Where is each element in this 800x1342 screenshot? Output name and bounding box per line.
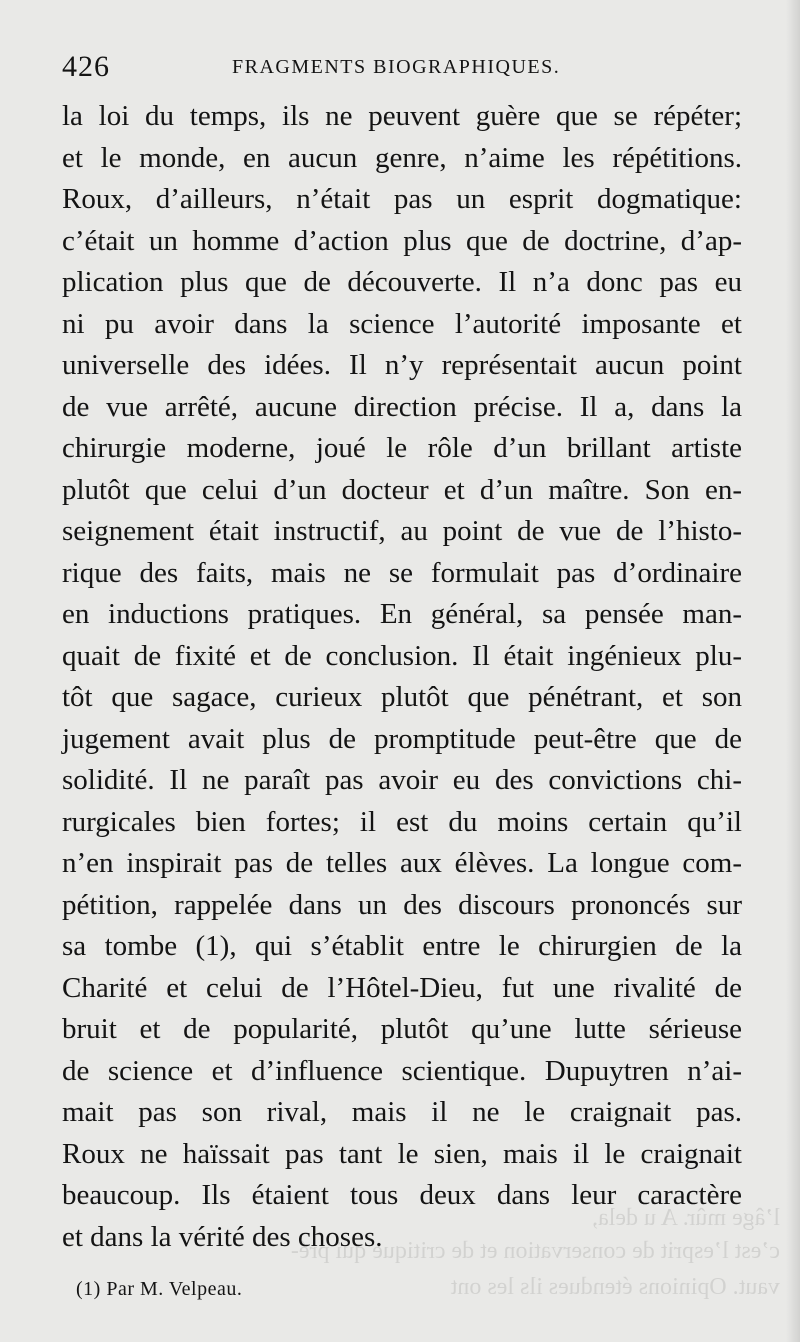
- text-line: de vue arrêté, aucune direction précise. Il a, dans la: [62, 390, 742, 423]
- text-line: universelle des idées. Il n’y représentait aucun point: [62, 349, 742, 381]
- text-line: quait de fixité et de conclusion. Il était ingénieux plu-: [62, 639, 742, 672]
- body-text: [62, 96, 742, 1258]
- text-line: pétition, rappelée dans un des discours prononcés sur: [62, 888, 742, 921]
- text-line: beaucoup. Ils étaient tous deux dans leur caractère: [62, 1179, 742, 1211]
- text-line: ni pu avoir dans la science l’autorité imposante et: [62, 307, 742, 340]
- text-line: la loi du temps, ils ne peuvent guère que se répéter;: [62, 100, 742, 132]
- text-line: rique des faits, mais ne se formulait pas d’ordinaire: [62, 556, 742, 589]
- text-line: mait pas son rival, mais il ne le craignait pas.: [62, 1096, 742, 1128]
- bleed-through-text: vaut. Opinions étendues ils les ont: [450, 1274, 780, 1300]
- text-line: Charité et celui de l’Hôtel-Dieu, fut une rivalité de: [62, 971, 742, 1004]
- text-line: bruit et de popularité, plutôt qu’une lutte sérieuse: [62, 1013, 742, 1045]
- text-line: c’était un homme d’action plus que de doctrine, d’ap-: [62, 224, 742, 257]
- text-line: Roux, d’ailleurs, n’était pas un esprit dogmatique:: [62, 183, 742, 215]
- text-line: plication plus que de découverte. Il n’a donc pas eu: [62, 266, 742, 298]
- page-number: 426: [62, 50, 110, 83]
- text-line: rurgicales bien fortes; il est du moins certain qu’il: [62, 805, 742, 838]
- text-line-last: et dans la vérité des choses.: [62, 1220, 383, 1253]
- text-line: plutôt que celui d’un docteur et d’un maître. Son en-: [62, 473, 742, 506]
- text-line: seignement était instructif, au point de vue de l’histo-: [62, 515, 742, 547]
- text-line: et le monde, en aucun genre, n’aime les répétitions.: [62, 141, 742, 174]
- bleed-through-text: l’âge mûr. A u dela,: [592, 1205, 780, 1231]
- text-line: Roux ne haïssait pas tant le sien, mais il le craignait: [62, 1137, 742, 1170]
- text-line: jugement avait plus de promptitude peut-être que de: [62, 722, 742, 755]
- text-line: tôt que sagace, curieux plutôt que pénétrant, et son: [62, 681, 742, 713]
- text-line: n’en inspirait pas de telles aux élèves. La longue com-: [62, 847, 742, 879]
- text-line: sa tombe (1), qui s’établit entre le chirurgien de la: [62, 930, 742, 962]
- footnote: (1) Par M. Velpeau.: [76, 1278, 243, 1300]
- text-line: chirurgie moderne, joué le rôle d’un brillant artiste: [62, 432, 742, 464]
- bleed-through-text: c’est l’esprit de conservation et de critique qui pré-: [290, 1238, 780, 1264]
- text-line: de science et d’influence scientique. Dupuytren n’ai-: [62, 1054, 742, 1087]
- text-line: solidité. Il ne paraît pas avoir eu des convictions chi-: [62, 764, 742, 796]
- text-line: en inductions pratiques. En général, sa pensée man-: [62, 598, 742, 630]
- page-edge-shadow: [786, 0, 800, 1342]
- running-head: FRAGMENTS BIOGRAPHIQUES.: [232, 56, 561, 78]
- page-header: [62, 50, 762, 86]
